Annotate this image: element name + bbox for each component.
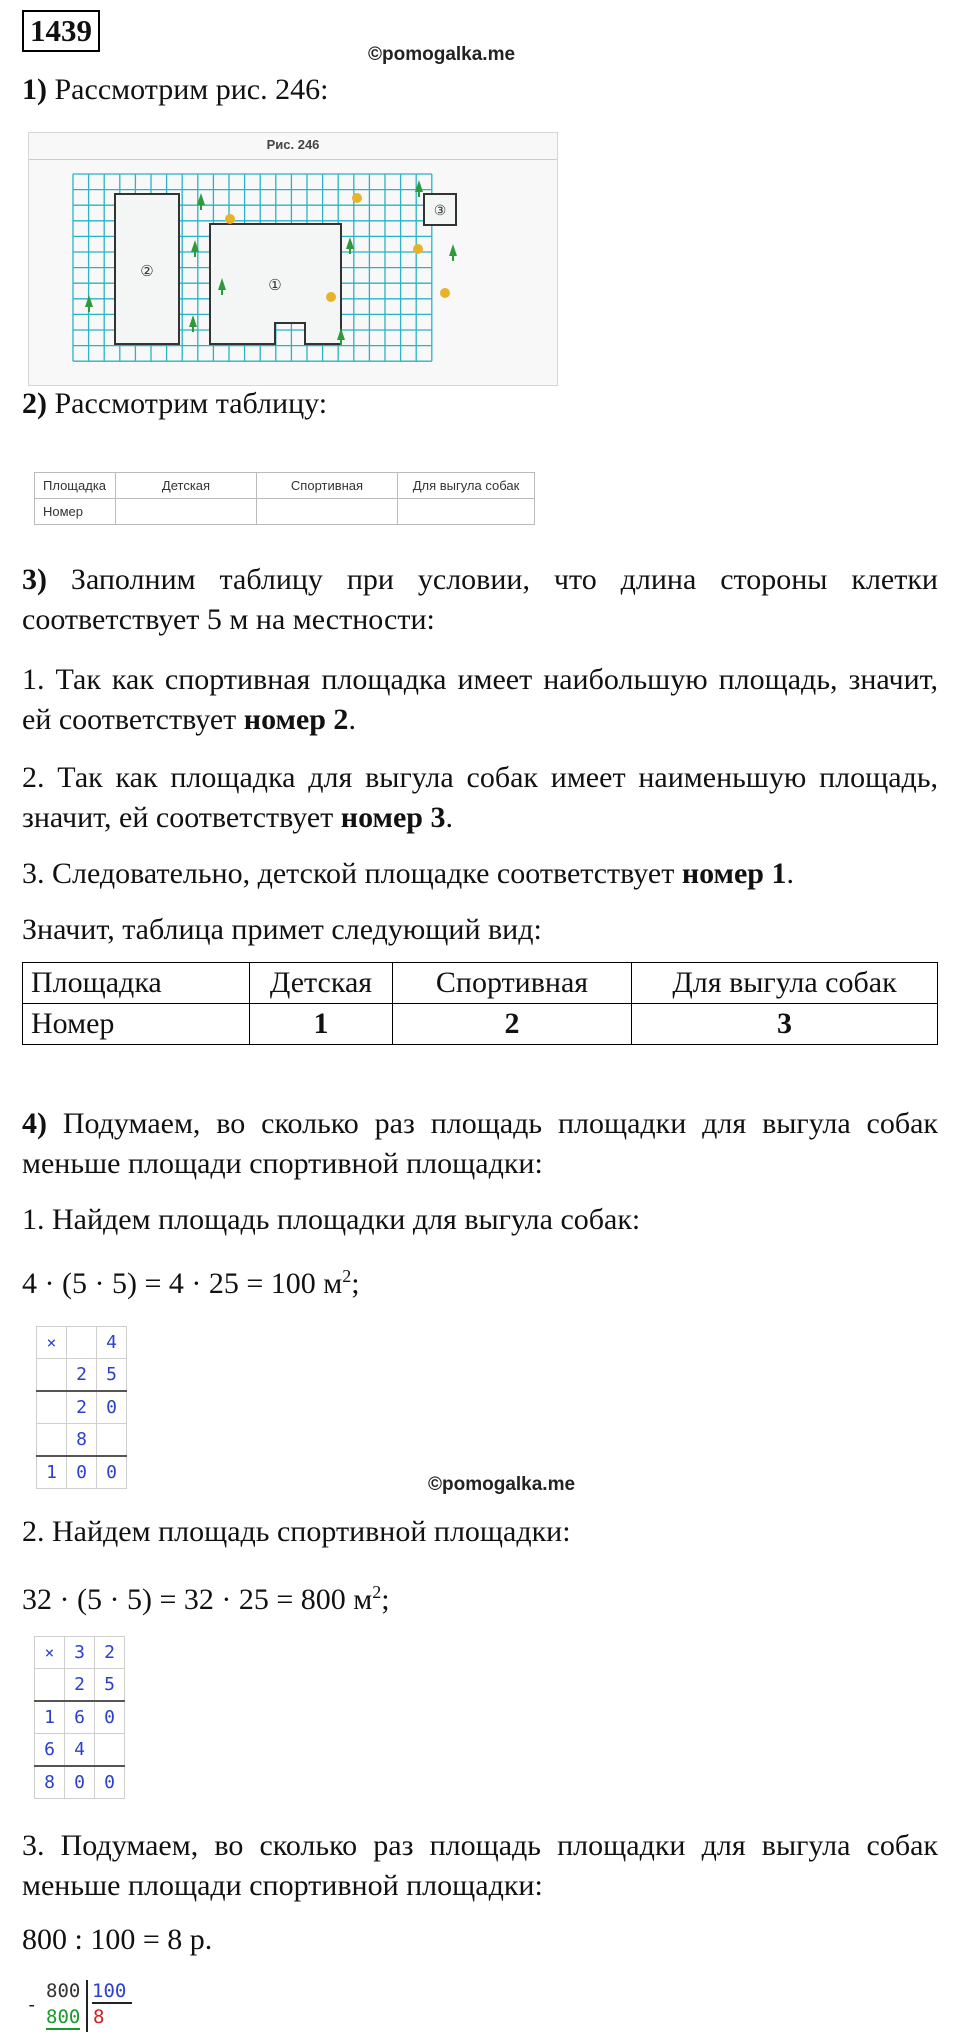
calc-cell: 4: [97, 1327, 127, 1359]
result-cell: Спортивная: [393, 963, 632, 1004]
result-cell: 3: [632, 1004, 938, 1045]
calc-cell: 0: [65, 1766, 95, 1799]
item-3: [22, 854, 938, 894]
item-3-bold: номер 1: [681, 857, 787, 890]
formula-2: 32 · (5 · 5) = 32 · 25 = 800 $м^2$;: [22, 1582, 390, 1616]
scan-cell: [398, 499, 535, 525]
label-2: ②: [140, 264, 154, 280]
calc-cell: 0: [97, 1456, 127, 1489]
table-intro: Значит, таблица примет следующий вид:: [22, 913, 542, 946]
scan-cell: Площадка: [35, 473, 116, 499]
calc-cell: 0: [95, 1766, 125, 1799]
scan-table: [34, 472, 535, 525]
step-4: [22, 1104, 938, 1184]
step-3-text: Заполним таблицу при условии, что длина стороны клетки соответствует 5 м на местности:: [22, 563, 938, 636]
label-3: ③: [433, 204, 447, 219]
calc-cell: 0: [67, 1456, 97, 1489]
calc-cell: 5: [97, 1359, 127, 1392]
step-2-text: Рассмотрим таблицу:: [47, 387, 328, 420]
calc-cell: 1: [37, 1456, 67, 1489]
calc-cell: 2: [95, 1637, 125, 1669]
result-cell: Детская: [250, 963, 393, 1004]
step-4-label: 4): [22, 1107, 47, 1140]
scan-row-2: [35, 499, 535, 525]
calc-row: [37, 1424, 127, 1457]
calc-cell: 4: [65, 1734, 95, 1767]
calc-cell: 8: [67, 1424, 97, 1457]
watermark: ©pomogalka.me: [428, 1474, 576, 1495]
bush-icon: [413, 244, 423, 254]
problem-number: 1439: [22, 10, 100, 52]
calc-cell: 2: [65, 1669, 95, 1702]
calc-grid-1: [36, 1326, 127, 1489]
item-2-end: .: [445, 801, 453, 834]
calc-cell: 0: [97, 1391, 127, 1424]
bush-icon: [326, 292, 336, 302]
sub-3: 3. Подумаем, во сколько раз площадь площадки для выгула собак меньше площади спортивной площадки:: [22, 1829, 938, 1902]
scan-cell: [257, 499, 398, 525]
watermark: ©pomogalka.me: [368, 44, 516, 65]
result-cell: Для выгула собак: [632, 963, 938, 1004]
calc-cell: [37, 1424, 67, 1457]
sub-2: 2. Найдем площадь спортивной площадки:: [22, 1515, 571, 1548]
scan-cell: Для выгула собак: [398, 473, 535, 499]
calc-cell: 0: [95, 1701, 125, 1734]
calc-row: [35, 1701, 125, 1734]
result-row-1: [23, 963, 938, 1004]
calc-row: [37, 1327, 127, 1359]
item-2-bold: номер 3: [340, 801, 446, 834]
item-1: [22, 660, 938, 740]
division-dividend: 800: [46, 1980, 81, 2002]
division-divisor: 100: [92, 1980, 132, 2004]
scan-cell: Номер: [35, 499, 116, 525]
calc-cell: 3: [65, 1637, 95, 1669]
calc-cell: ×: [37, 1327, 67, 1359]
calc-cell: 6: [35, 1734, 65, 1767]
bush-icon: [225, 214, 235, 224]
figure-title: Рис. 246: [266, 137, 320, 152]
calc-cell: 5: [95, 1669, 125, 1702]
calc-cell: 1: [35, 1701, 65, 1734]
figure-map: [29, 133, 557, 385]
sub-1: 1. Найдем площадь площадки для выгула собак:: [22, 1203, 641, 1236]
division-quotient: 8: [93, 2006, 105, 2028]
tree-icon: [449, 244, 457, 261]
step-3: [22, 560, 938, 640]
bush-icon: [352, 193, 362, 203]
calc-cell: [35, 1669, 65, 1702]
scan-cell: Спортивная: [257, 473, 398, 499]
result-cell: 2: [393, 1004, 632, 1045]
calc-row: [37, 1456, 127, 1489]
item-3-end: .: [786, 857, 794, 890]
calc-cell: 2: [67, 1359, 97, 1392]
item-1-bold: номер 2: [243, 703, 349, 736]
step-2-label: 2): [22, 387, 47, 420]
division-minus: -: [26, 1994, 38, 2016]
calc-cell: 6: [65, 1701, 95, 1734]
scan-cell: [116, 499, 257, 525]
tree-icon: [85, 295, 93, 312]
calc-cell: ×: [35, 1637, 65, 1669]
calc-cell: 2: [67, 1391, 97, 1424]
calc-row: [35, 1766, 125, 1799]
calc-cell: [67, 1327, 97, 1359]
step-3-label: 3): [22, 563, 47, 596]
calc-row: [37, 1391, 127, 1424]
result-cell: Площадка: [23, 963, 250, 1004]
calc-cell: [37, 1359, 67, 1392]
calc-cell: [37, 1391, 67, 1424]
calc-row: [37, 1359, 127, 1392]
item-2-text: 2. Так как площадка для выгула собак имеет наименьшую площадь, значит, ей соответствует: [22, 761, 938, 834]
result-cell: 1: [250, 1004, 393, 1045]
step-1-label: 1): [22, 73, 47, 106]
step-1-text: Рассмотрим рис. 246:: [47, 73, 329, 106]
bush-icon: [440, 288, 450, 298]
scan-cell: Детская: [116, 473, 257, 499]
scan-row-1: [35, 473, 535, 499]
item-1-end: .: [348, 703, 356, 736]
calc-cell: 8: [35, 1766, 65, 1799]
calc-row: [35, 1669, 125, 1702]
calc-cell: [95, 1734, 125, 1767]
step-1: [22, 70, 938, 110]
step-2: [22, 384, 938, 424]
figure-246: [28, 132, 558, 386]
result-table: [22, 962, 938, 1045]
formula-3: 800 : 100 = 8 р.: [22, 1923, 213, 1956]
item-2: [22, 758, 938, 838]
result-row-2: [23, 1004, 938, 1045]
step-4-text: Подумаем, во сколько раз площадь площадки для выгула собак меньше площади спортивной площадки:: [22, 1107, 938, 1180]
label-1: ①: [268, 278, 282, 294]
calc-cell: [97, 1424, 127, 1457]
item-3-text: 3. Следовательно, детской площадке соответствует: [22, 857, 682, 890]
calc-row: [35, 1734, 125, 1767]
calc-row: [35, 1637, 125, 1669]
calc-grid-2: [34, 1636, 125, 1799]
formula-1: 4 · (5 · 5) = 4 · 25 = 100 $м^2$;: [22, 1266, 360, 1300]
result-cell: Номер: [23, 1004, 250, 1045]
division-subtrahend: 800: [46, 2006, 81, 2028]
item-1-text: 1. Так как спортивная площадка имеет наибольшую площадь, значит, ей соответствует: [22, 663, 938, 736]
